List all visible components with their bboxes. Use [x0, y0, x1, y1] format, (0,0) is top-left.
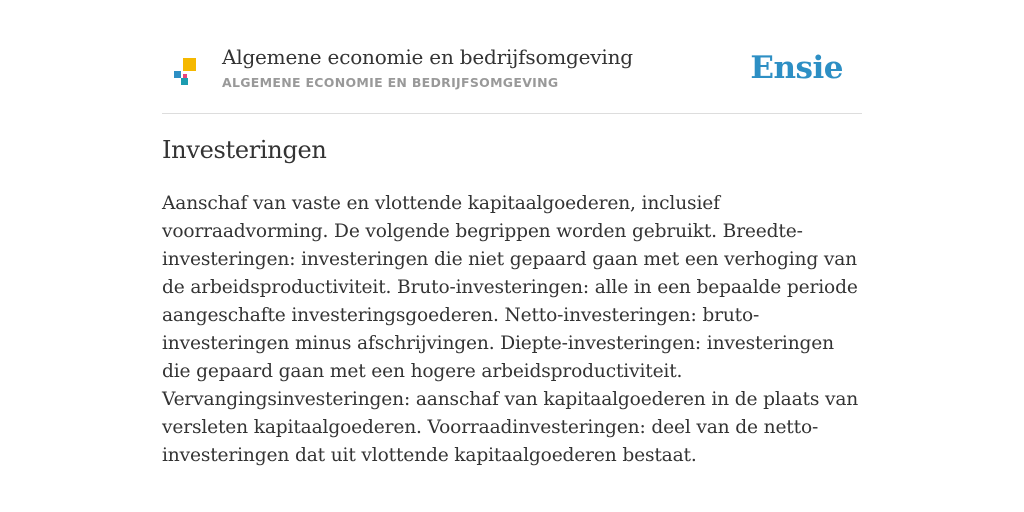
logo-square-blue	[174, 71, 181, 78]
book-title[interactable]: Algemene economie en bedrijfsomgeving	[222, 45, 633, 69]
logo-square-teal	[181, 78, 188, 85]
brand-logo[interactable]: Ensie	[750, 50, 843, 86]
book-subtitle: ALGEMENE ECONOMIE EN BEDRIJFSOMGEVING	[222, 75, 559, 90]
entry-text: Aanschaf van vaste en vlottende kapitaalgoederen, inclusief voorraadvorming. De volgende begrippen worden gebruikt. Breedte-investeringen: investeringen die niet gepaard gaan met een verhoging van de arbeidsproductiviteit. Bruto-investeringen: alle in een bepaalde periode aangeschafte investeringsgoederen. Netto-investeringen: bruto-investeringen minus afschrijvingen. Diepte-investeringen: investeringen die gepaard gaan met een hogere arbeidsproductiviteit. Vervangingsinvesteringen: aanschaf van kapitaalgoederen in de plaats van versleten kapitaalgoederen. Voorraadinvesteringen: deel van de netto-investeringen dat uit vlottende kapitaalgoederen bestaat.	[162, 193, 859, 466]
ensie-logo-icon[interactable]	[174, 58, 196, 86]
logo-square-yellow	[183, 58, 196, 71]
entry-title: Investeringen	[162, 136, 327, 164]
header	[162, 40, 862, 114]
